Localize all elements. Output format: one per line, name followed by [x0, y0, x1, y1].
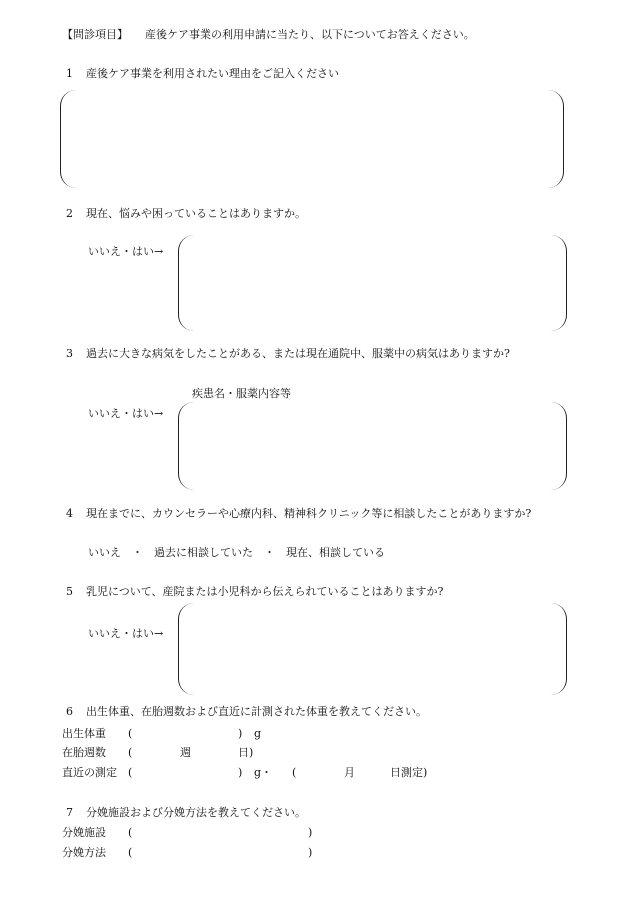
facility-close-paren: ): [308, 826, 313, 839]
q6-text: 出生体重、在胎週数および直近に計測された体重を教えてください。: [86, 705, 427, 718]
birth-weight-open-paren: (: [128, 727, 133, 740]
q1-number: 1: [66, 67, 73, 80]
method-label: 分娩方法: [62, 846, 106, 859]
gestation-open-paren: (: [128, 746, 133, 759]
header-label: 【問診項目】: [62, 28, 128, 41]
gestation-day: 日): [238, 746, 254, 759]
q3-text: 過去に大きな病気をしたことがある、または現在通院中、服薬中の病気はありますか?: [86, 347, 510, 360]
recent-open-paren: (: [128, 766, 133, 779]
recent-unit: g・: [254, 766, 273, 779]
q4-options[interactable]: いいえ ・ 過去に相談していた ・ 現在、相談している: [88, 546, 385, 559]
q4-number: 4: [66, 507, 73, 520]
q5-answer-box[interactable]: [178, 603, 567, 695]
gestation-week: 週: [180, 746, 191, 759]
header-intro: 産後ケア事業の利用申請に当たり、以下についてお答えください。: [145, 28, 475, 41]
recent-date-open-paren: (: [292, 766, 297, 779]
q3-number: 3: [66, 347, 73, 360]
method-open-paren: (: [128, 846, 133, 859]
recent-month: 月: [344, 766, 355, 779]
q1-text: 産後ケア事業を利用されたい理由をご記入ください: [86, 67, 339, 80]
q3-sublabel: 疾患名・服薬内容等: [192, 387, 291, 400]
q5-text: 乳児について、産院または小児科から伝えられていることはありますか?: [86, 585, 444, 598]
q2-choice[interactable]: いいえ・はい→: [88, 245, 164, 258]
q5-choice[interactable]: いいえ・はい→: [88, 627, 164, 640]
q5-number: 5: [66, 585, 73, 598]
q2-answer-box[interactable]: [178, 235, 567, 331]
birth-weight-label: 出生体重: [62, 727, 106, 740]
birth-weight-unit: g: [254, 727, 262, 740]
facility-open-paren: (: [128, 826, 133, 839]
gestation-label: 在胎週数: [62, 746, 106, 759]
facility-label: 分娩施設: [62, 826, 106, 839]
recent-measure-label: 直近の測定: [62, 766, 117, 779]
q3-answer-box[interactable]: [178, 402, 567, 490]
q2-text: 現在、悩みや困っていることはありますか。: [86, 207, 306, 220]
method-close-paren: ): [308, 846, 313, 859]
q7-number: 7: [66, 806, 73, 819]
recent-close-paren: ): [238, 766, 243, 779]
birth-weight-close-paren: ): [238, 727, 243, 740]
q3-choice[interactable]: いいえ・はい→: [88, 407, 164, 420]
recent-measure-date: 日測定): [390, 766, 428, 779]
q2-number: 2: [66, 207, 73, 220]
q6-number: 6: [66, 705, 73, 718]
q7-text: 分娩施設および分娩方法を教えてください。: [86, 806, 306, 819]
q1-answer-box[interactable]: [60, 90, 564, 188]
q4-text: 現在までに、カウンセラーや心療内科、精神科クリニック等に相談したことがありますか?: [86, 507, 532, 520]
